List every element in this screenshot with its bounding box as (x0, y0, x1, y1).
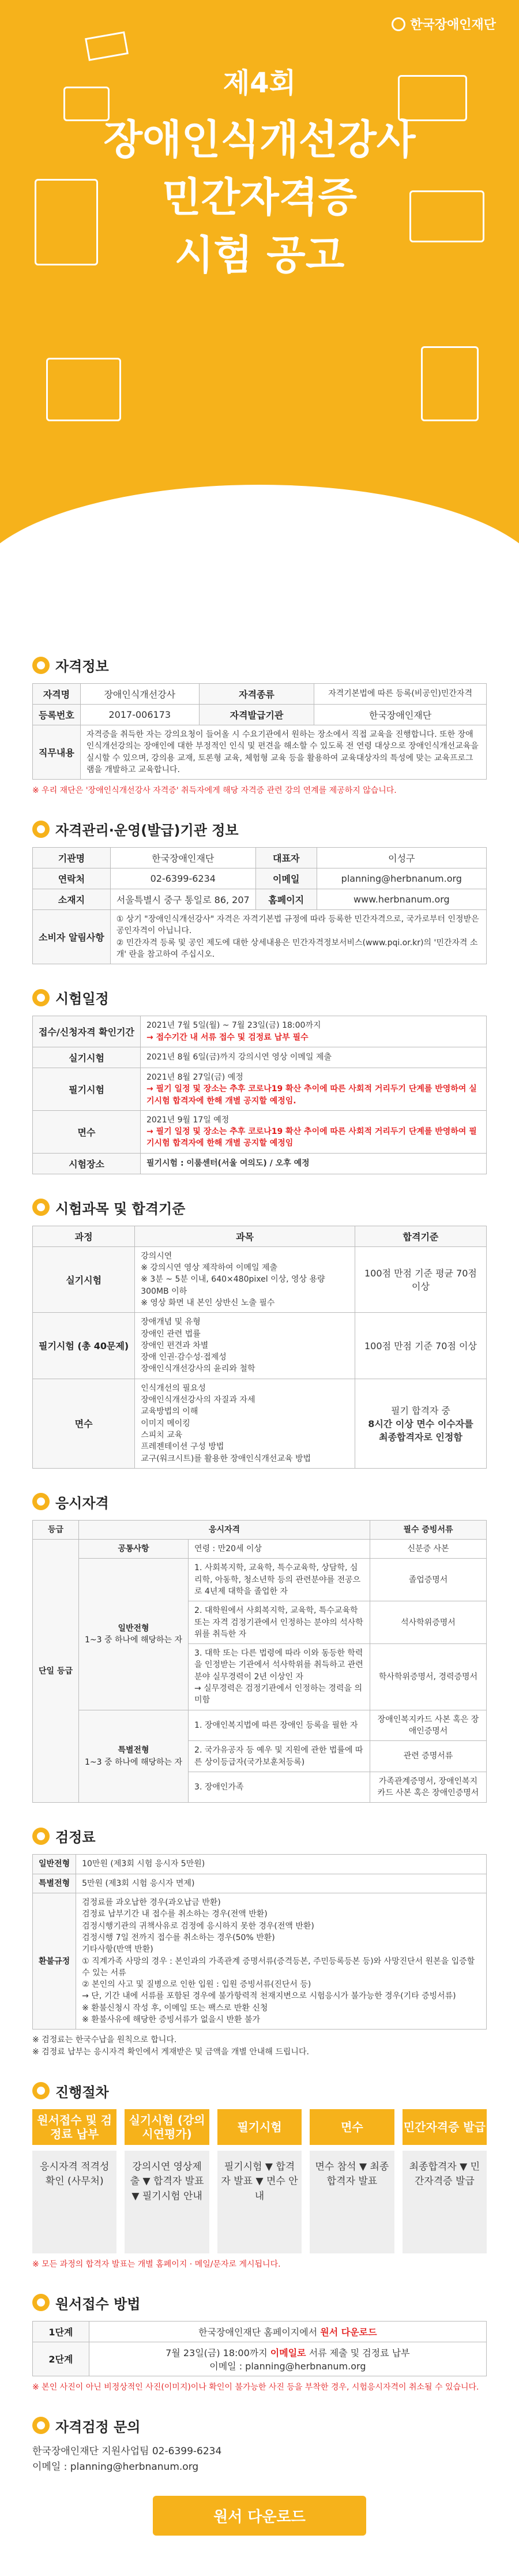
line: 장애인 관련 법률 (141, 1329, 201, 1339)
bullet-icon (32, 989, 50, 1006)
org-table (32, 847, 487, 964)
cell-label: 면수 (33, 1110, 141, 1153)
cell-label: 소재지 (33, 889, 111, 910)
logo-icon (392, 17, 405, 31)
note-text: ※ 우리 재단은 '장애인식개선강사 자격증' 취득자에게 해당 자격증 관련 강의 연계를 제공하지 않습니다. (32, 786, 397, 796)
note-text: ※ 검정료 납부는 응시자격 확인에서 게재받은 및 금액을 개별 안내해 드립니다. (32, 2047, 309, 2057)
bullet-icon (32, 657, 50, 674)
cell-label: 기관명 (33, 848, 111, 868)
eligibility-section (0, 1492, 519, 1803)
step-head: 필기시험 (217, 2109, 302, 2145)
cell-value: 2017-006173 (80, 705, 199, 725)
step-body: 필기시험 ▼ 합격자 발표 ▼ 면수 안내 (217, 2151, 302, 2253)
line: 2021년 8월 27일(금) 예정 (146, 1072, 243, 1082)
bullet-icon (32, 2294, 50, 2311)
line: ※ 영상 화면 내 본인 상반신 노출 필수 (141, 1298, 275, 1308)
section-title: 진행절차 (55, 2084, 109, 2101)
homepage-link[interactable]: www.herbnanum.org (317, 889, 486, 910)
cell-label: 면수 (33, 1379, 135, 1468)
text: 7월 23일(금) 18:00까지 (166, 2347, 268, 2358)
step-head: 면수 (310, 2109, 394, 2145)
section-heading (32, 2081, 487, 2101)
cell-label: 이메일 (255, 868, 317, 889)
cell-label: 소비자 알림사항 (33, 910, 111, 964)
cell-value (76, 1893, 487, 2030)
process-steps (32, 2109, 487, 2253)
line: → 실무경력은 검정기관에서 인정하는 경력을 의미함 (194, 1684, 362, 1705)
line: 프레젠테이션 구성 방법 (141, 1442, 224, 1452)
line: 최종합격자로 인정함 (379, 1432, 462, 1443)
cell-value: 석사학위증명서 (370, 1601, 487, 1644)
section-title: 시험일정 (55, 991, 109, 1008)
subjects-section (0, 1197, 519, 1469)
cell-label: 자격종류 (199, 684, 314, 705)
process-step (403, 2109, 487, 2253)
step-body: 강의시연 영상제출 ▼ 합격자 발표 ▼ 필기시험 안내 (125, 2151, 209, 2253)
line: 교구(워크시트)를 활용한 장애인식개선교육 방법 (141, 1454, 311, 1463)
cell-value: 2. 국가유공자 등 예우 및 지원에 관한 법률에 따른 상이등급자(국가보훈처등록) (189, 1741, 370, 1772)
line: 검정료 납부기간 내 접수를 취소하는 경우(전액 반환) (82, 1909, 268, 1919)
cell-label: 홈페이지 (255, 889, 317, 910)
cell-value: 10만원 (제3회 시험 응시자 5만원) (76, 1855, 487, 1874)
bullet-icon (32, 2417, 50, 2434)
cell-value: 3. 장애인가족 (189, 1772, 370, 1803)
line: 장애 인권·감수성·접제성 (141, 1353, 227, 1362)
line: ※ 강의시연 영상 제작하여 이메일 제출 (141, 1263, 278, 1273)
line: 스피치 교육 (141, 1430, 183, 1440)
hero-wave (0, 485, 519, 632)
cell-label: 대표자 (255, 848, 317, 868)
line: ※ 3분 ~ 5분 이내, 640×480pixel 이상, 영상 용량 300MB 이하 (141, 1275, 325, 1296)
section-title: 검정료 (55, 1829, 96, 1846)
bullet-icon (32, 2082, 50, 2099)
cell-value (110, 910, 486, 964)
column-header: 필수 증빙서류 (370, 1520, 487, 1539)
cell-label: 특별전형 (33, 1874, 76, 1893)
line: 장애개념 및 유형 (141, 1317, 201, 1327)
cell-label: 필기시험 (총 40문제) (33, 1313, 135, 1379)
notice-2: ② 민간자격 등록 및 공인 제도에 대한 상세내용은 민간자격정보서비스(www.pqi.or.kr)의 '민간자격 소개' 란을 참고하여 주십시오. (116, 938, 478, 960)
section-heading (32, 2416, 487, 2436)
section-heading (32, 1826, 487, 1846)
cell-value: 100점 만점 기준 평균 70점 이상 (355, 1246, 486, 1312)
cell-label: 자격발급기관 (199, 705, 314, 725)
cell-value (140, 1016, 486, 1047)
cell-value: 1. 장애인복지법에 따른 장애인 등록을 필한 자 (189, 1710, 370, 1741)
cell-value: 연령 : 만20세 이상 (189, 1540, 370, 1559)
cell-value (355, 1379, 486, 1468)
cell-value (189, 1644, 370, 1710)
cell-label: 일반전형 (33, 1855, 76, 1874)
cell-value: 졸업증명서 (370, 1559, 487, 1601)
column-header: 과정 (33, 1226, 135, 1246)
cell-label: 연락처 (33, 868, 111, 889)
cell-value: 장애인복지카드 사본 혹은 장애인증명서 (370, 1710, 487, 1741)
section-heading (32, 819, 487, 839)
note-text: ※ 본인 사진이 아닌 비정상적인 사진(이미지)이나 확인이 불가능한 사진 등을 부착한 경우, 시험응시자격이 취소될 수 있습니다. (32, 2382, 479, 2392)
line: → 필기 일정 및 장소는 추후 코로나19 확산 추이에 따른 사회적 거리두기 단계를 반영하여 필기시험 합격자에 한해 개별 공지할 예정임 (146, 1127, 477, 1148)
line: ② 본인의 사고 및 질병으로 인한 입원 : 입원 증빙서류(진단서 등) (82, 1980, 311, 1990)
hero-banner (0, 0, 519, 632)
column-header: 등급 (33, 1520, 79, 1539)
email-link[interactable]: planning@herbnanum.org (317, 868, 486, 889)
note-text: ※ 모든 과정의 합격자 발표는 개별 홈페이지 · 메일/문자로 게시됩니다. (32, 2259, 281, 2269)
cell-label: 필기시험 (33, 1068, 141, 1110)
text: 이메일로 (270, 2347, 306, 2358)
document-icon (421, 346, 479, 421)
line: 기타사항(반액 반환) (82, 1945, 153, 1955)
column-header: 응시자격 (78, 1520, 370, 1539)
step-body: 면수 참석 ▼ 최종합격자 발표 (310, 2151, 394, 2253)
subjects-table (32, 1226, 487, 1469)
email-link[interactable]: 이메일 : planning@herbnanum.org (209, 2360, 366, 2372)
cell-label: 2단계 (33, 2342, 89, 2376)
cell-value (135, 1246, 355, 1312)
cell-value: 한국장애인재단 (314, 705, 487, 725)
cell-value (135, 1313, 355, 1379)
line: 장애인식개선강사의 자질과 자세 (141, 1395, 255, 1405)
cell-value: 서울특별시 중구 통일로 86, 207 (110, 889, 255, 910)
cell-value (89, 2321, 486, 2342)
cell-value: 2. 대학원에서 사회복지학, 교육학, 특수교육학 또는 자격 검정기관에서 인정하는 분야의 석사학위를 취득한 자 (189, 1601, 370, 1644)
cell-label: 환불규정 (33, 1893, 76, 2030)
section-heading (32, 1492, 487, 1512)
line: 인식개선의 필요성 (141, 1383, 206, 1393)
line: → 단, 기간 내에 서류를 포함된 경우에 불가항력적 천재지변으로 시험응시가 불가능한 경우(기타 증빙서류) (82, 1991, 456, 2001)
process-step (217, 2109, 302, 2253)
cell-value: 관련 증명서류 (370, 1741, 487, 1772)
line: 3. 대학 또는 다른 법령에 따라 이와 동등한 학력을 인정받는 기관에서 석사학위를 취득하고 관련분야 실무경력이 2년 이상인 자 (194, 1649, 363, 1682)
bullet-icon (32, 1828, 50, 1845)
process-step (125, 2109, 209, 2253)
fee-section (0, 1826, 519, 2057)
eligibility-table (32, 1520, 487, 1803)
line: 1~3 중 하나에 해당하는 자 (84, 1757, 183, 1767)
column-header: 합격기준 (355, 1226, 486, 1246)
line: 1~3 중 하나에 해당하는 자 (84, 1635, 183, 1645)
step-head: 원서접수 및 검정료 납부 (32, 2109, 116, 2145)
hero-title (0, 61, 519, 284)
cell-label: 시험장소 (33, 1153, 141, 1174)
cell-value (135, 1379, 355, 1468)
qualification-table (32, 683, 487, 780)
section-heading (32, 2293, 487, 2313)
section-title: 원서접수 방법 (55, 2296, 141, 2312)
process-step (32, 2109, 116, 2253)
line: 일반전형 (118, 1623, 149, 1633)
cell-value: 02-6399-6234 (110, 868, 255, 889)
cell-value: 100점 만점 기준 70점 이상 (355, 1313, 486, 1379)
cell-label (78, 1559, 188, 1710)
cell-label: 1단계 (33, 2321, 89, 2342)
line: 검정시행기관의 귀책사유로 검정에 응시하지 못한 경우(전액 반환) (82, 1921, 314, 1931)
line: 2021년 7월 5일(월) ~ 7월 23일(금) 18:00까지 (146, 1021, 321, 1031)
text: 한국장애인재단 홈페이지에서 (198, 2326, 318, 2338)
section-heading (32, 1197, 487, 1218)
step-body: 응시자격 적격성 확인 (사무처) (32, 2151, 116, 2253)
cell-value: 1. 사회복지학, 교육학, 특수교육학, 상담학, 심리학, 아동학, 청소년학 등의 관련분야를 전공으로 4년제 대학을 졸업한 자 (189, 1559, 370, 1601)
cell-label: 실기시험 (33, 1047, 141, 1068)
section-title: 자격검정 문의 (55, 2418, 141, 2435)
cell-value (140, 1110, 486, 1153)
note-text: ※ 검정료는 한국수납을 원칙으로 합니다. (32, 2035, 177, 2045)
download-link[interactable]: 원서 다운로드 (320, 2326, 377, 2338)
line: 특별전형 (118, 1746, 149, 1755)
line: ※ 환불신청시 작성 후, 이메일 또는 팩스로 반환 신청 (82, 2003, 268, 2013)
cell-value (89, 2342, 486, 2376)
cell-value: 장애인식개선강사 (80, 684, 199, 705)
cell-value: 2021년 8월 6일(금)까지 강의시연 영상 이메일 제출 (140, 1047, 486, 1068)
graduation-cap-icon (85, 31, 129, 61)
line: → 접수기간 내 서류 접수 및 검정료 납부 필수 (146, 1032, 309, 1042)
apply-section (0, 2293, 519, 2392)
text: 서류 제출 및 검정료 납부 (309, 2347, 410, 2358)
grade-cell: 단일 등급 (33, 1540, 79, 1803)
checklist-icon (46, 358, 121, 421)
line: 검정료를 과오납한 경우(과오납금 반환) (82, 1898, 221, 1908)
cell-value: 5만원 (제3회 시험 응시자 면제) (76, 1874, 487, 1893)
line: ① 직계가족 사망의 경우 : 본인과의 가족관계 증명서류(증격등본, 주민등록등본 등)와 사망진단서 원본을 입증할 수 있는 서류 (82, 1956, 475, 1978)
line: 이미지 메이킹 (141, 1418, 190, 1428)
bullet-icon (32, 1493, 50, 1510)
notice-1: ① 상기 "장애인식개선강사" 자격은 자격기본법 규정에 따라 등록한 민간자격으로, 국가로부터 인정받은 공인자격이 아닙니다. (116, 915, 479, 936)
cell-label: 직무내용 (33, 725, 81, 780)
round-label: 제4회 (223, 67, 296, 99)
cell-value (140, 1068, 486, 1110)
section-title: 자격관리·운영(발급)기관 정보 (55, 822, 239, 839)
cell-label: 자격명 (33, 684, 81, 705)
line: 장애인 편견과 차별 (141, 1341, 209, 1350)
column-header: 과목 (135, 1226, 355, 1246)
schedule-table (32, 1016, 487, 1174)
line: 검정시행 7일 전까지 접수를 취소하는 경우(50% 반환) (82, 1933, 275, 1942)
section-title: 시험과목 및 합격기준 (55, 1200, 186, 1217)
bullet-icon (32, 1199, 50, 1216)
org-section (0, 819, 519, 964)
cell-value: 학사학위증명서, 경력증명서 (370, 1644, 487, 1710)
line: 장애인식개선강사의 윤리와 철학 (141, 1364, 255, 1374)
cell-label: 공통사항 (78, 1540, 188, 1559)
contact-phone: 한국장애인재단 지원사업팀 02-6399-6234 (32, 2445, 222, 2457)
fee-table (32, 1854, 487, 2030)
title-line-3: 시험 공고 (174, 231, 345, 279)
cell-value: 필기시험 : 이룸센터(서울 여의도) / 오후 예정 (140, 1153, 486, 1174)
title-line-2: 민간자격증 (161, 174, 358, 221)
process-section (0, 2081, 519, 2270)
bullet-icon (32, 821, 50, 838)
cell-value: 자격증을 취득한 자는 강의요청이 들어올 시 수요기관에서 원하는 장소에서 직접 교육을 진행합니다. 또한 장애인식개선강의는 장애인에 대한 부정적인 인식 및 편견을 해소할 수 있도록 전 연령 대상으로 장애인식개선교육을 실시할 수 있으며, 강의용 교재, 토론형 교육, 체험형 교육 등을 활용하여 교육대상자의 특성에 맞는 교육프로그램을 개발하고 교육합니다. (80, 725, 486, 780)
cell-label: 등록번호 (33, 705, 81, 725)
cell-label: 실기시험 (33, 1246, 135, 1312)
line: 강의시연 (141, 1251, 172, 1261)
contact-email[interactable]: 이메일 : planning@herbnanum.org (32, 2461, 199, 2473)
section-heading (32, 655, 487, 675)
section-heading (32, 987, 487, 1008)
line: 교육방법의 이해 (141, 1407, 198, 1417)
cell-value: 가족관계증명서, 장애인복지카드 사본 혹은 장애인증명서 (370, 1772, 487, 1803)
cell-value: 신분증 사본 (370, 1540, 487, 1559)
org-logo-text: 한국장애인재단 (410, 18, 496, 32)
apply-table (32, 2321, 487, 2376)
contact-section (0, 2416, 519, 2475)
cell-value: 이성구 (317, 848, 486, 868)
org-logo[interactable] (392, 15, 496, 33)
cell-label: 접수/신청자격 확인기간 (33, 1016, 141, 1047)
step-body: 최종합격자 ▼ 민간자격증 발급 (403, 2151, 487, 2253)
line: ※ 환불사유에 해당한 증빙서류가 없을시 반환 불가 (82, 2015, 261, 2024)
schedule-section (0, 987, 519, 1174)
line: 8시간 이상 면수 이수자를 (368, 1418, 473, 1430)
qualification-section (0, 655, 519, 796)
section-title: 자격정보 (55, 658, 109, 675)
cell-value: 한국장애인재단 (110, 848, 255, 868)
line: 필기 합격자 중 (390, 1405, 450, 1417)
cell-label (78, 1710, 188, 1803)
download-button[interactable]: 원서 다운로드 (153, 2496, 366, 2536)
line: → 필기 일정 및 장소는 추후 코로나19 확산 추이에 따른 사회적 거리두기 단계를 반영하여 실기시험 합격자에 한해 개별 공지할 예정임. (146, 1084, 477, 1106)
title-line-1: 장애인식개선강사 (103, 116, 416, 163)
section-title: 응시자격 (55, 1495, 109, 1511)
step-head: 민간자격증 발급 (403, 2109, 487, 2145)
line: 2021년 9월 17일 예정 (146, 1115, 230, 1125)
cell-value: 자격기본법에 따른 등록(비공인)민간자격 (314, 684, 487, 705)
step-head: 실기시험 (강의시연평가) (125, 2109, 209, 2145)
process-step (310, 2109, 394, 2253)
